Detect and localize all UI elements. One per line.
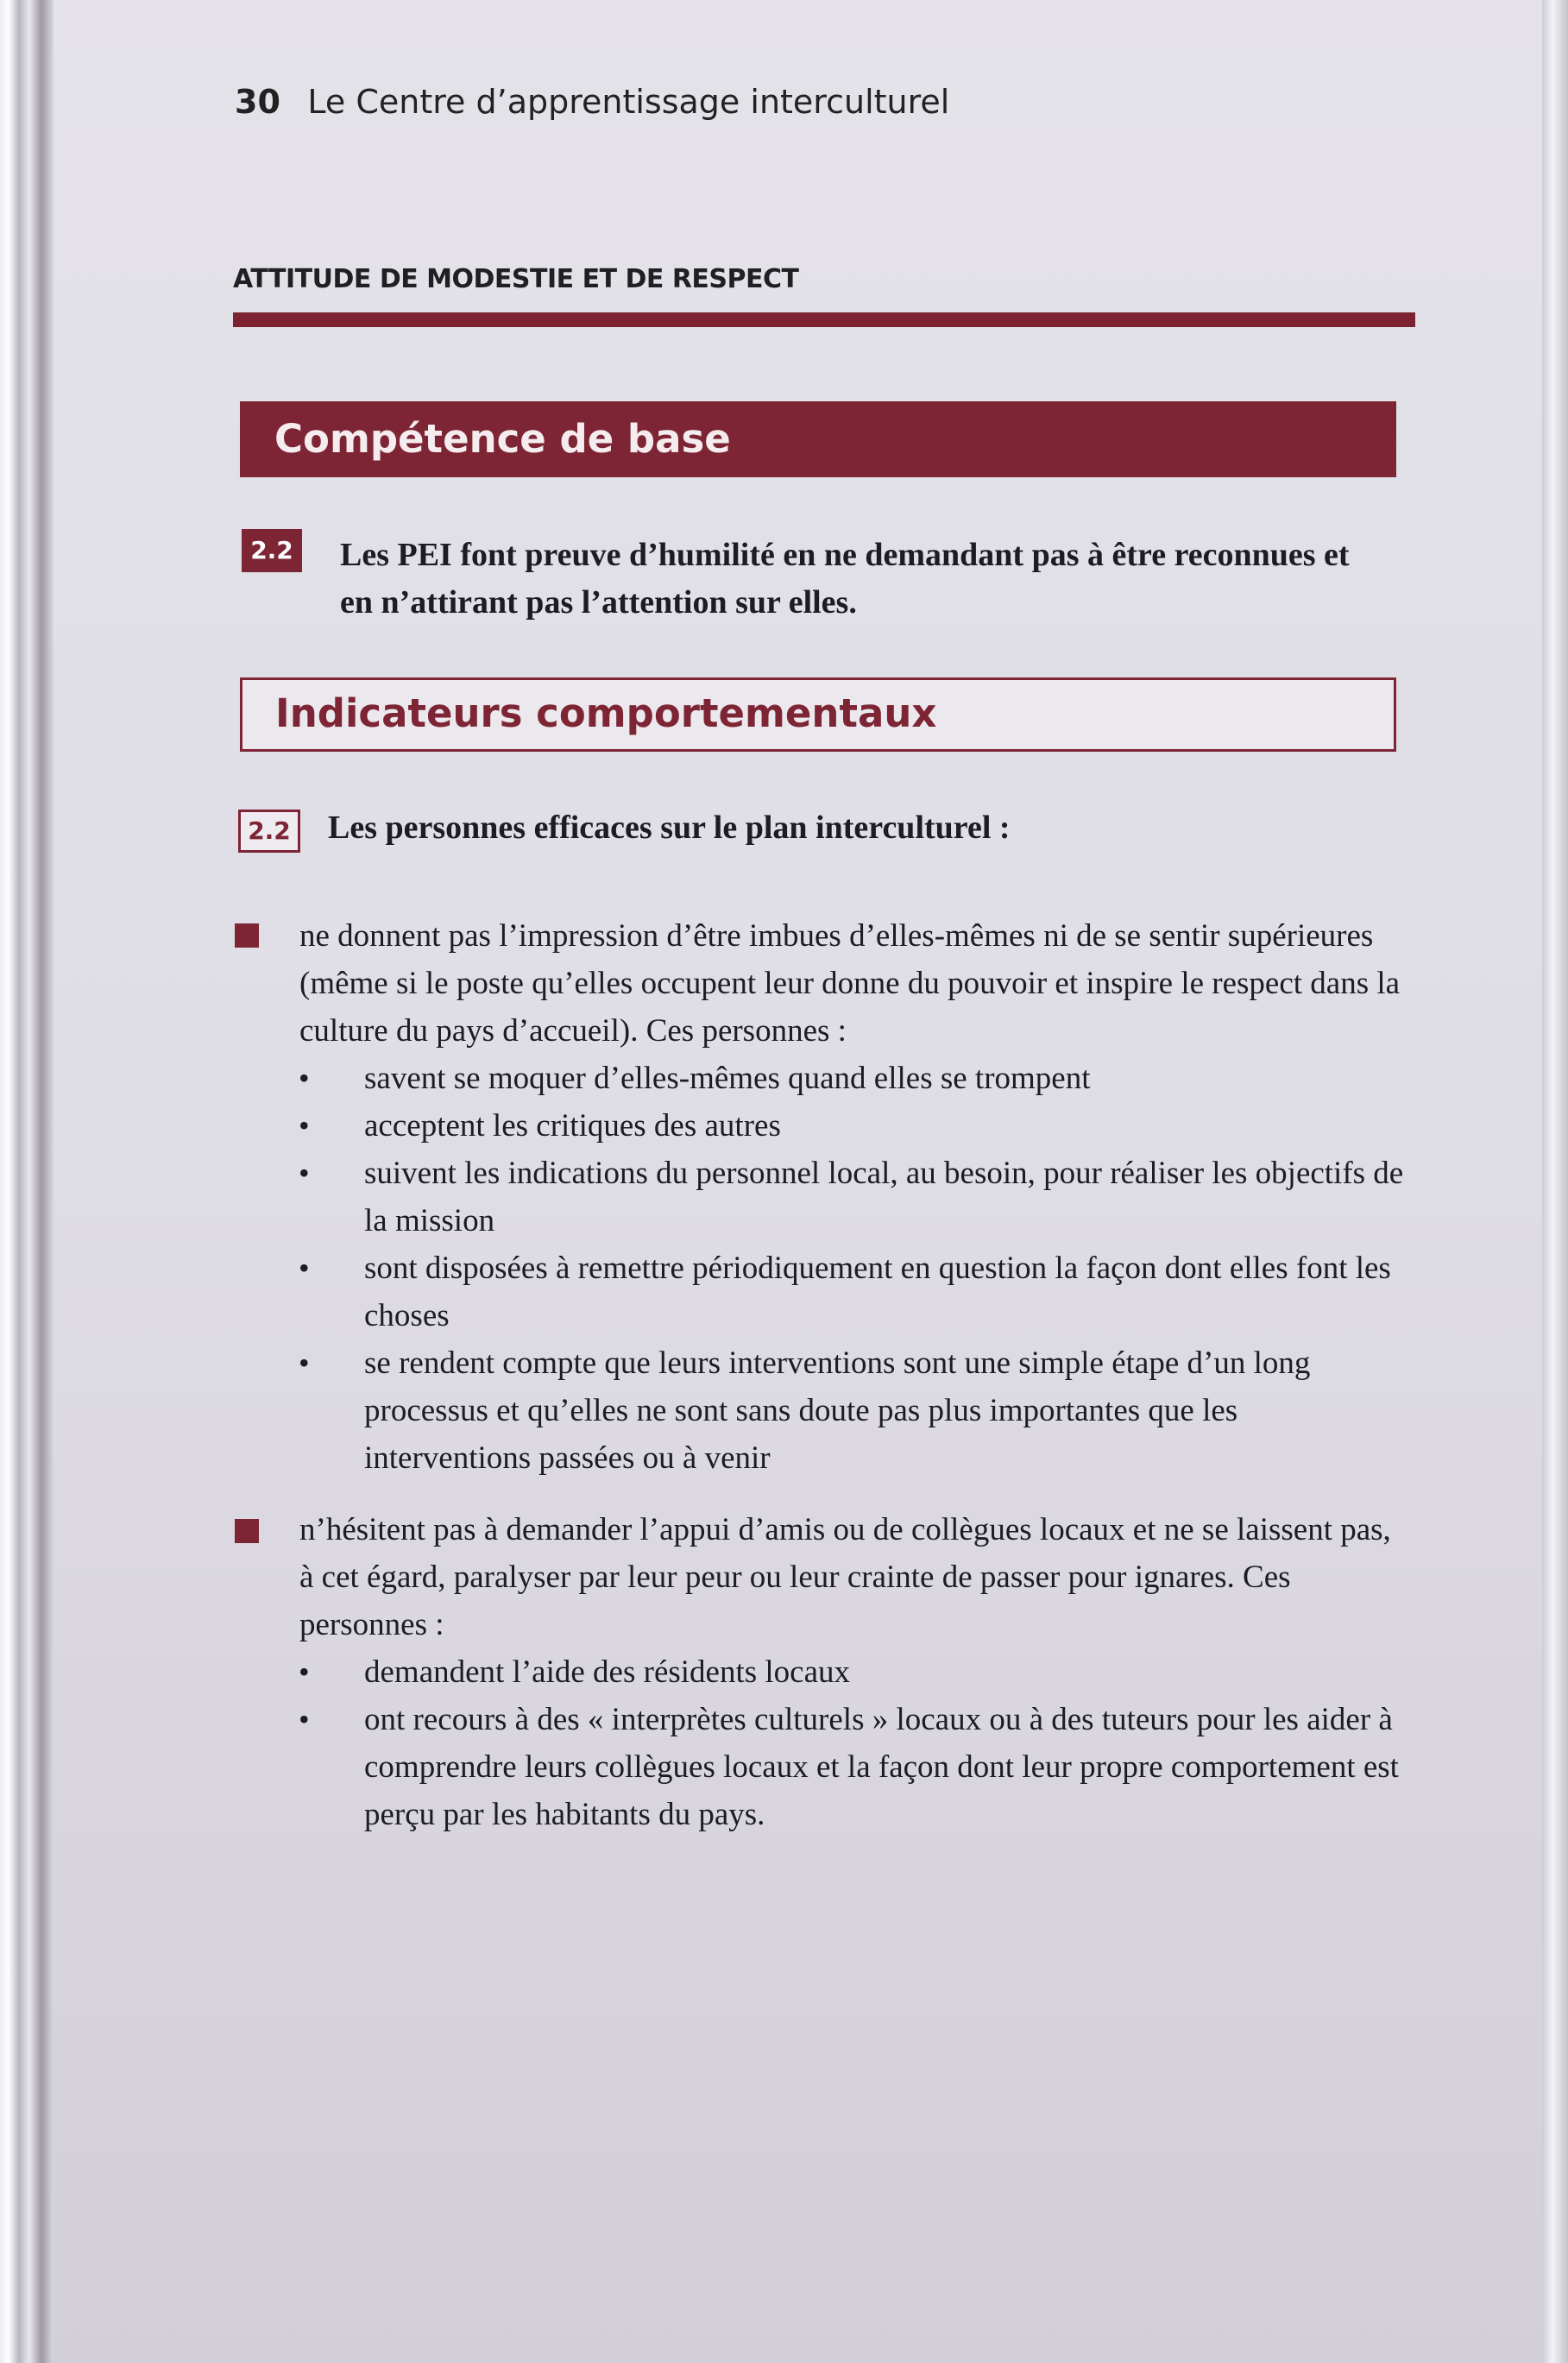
bullet-dot: • bbox=[299, 1108, 310, 1143]
book-title: Le Centre d’apprentissage interculturel bbox=[307, 83, 950, 121]
book-binding bbox=[0, 0, 54, 2363]
running-head bbox=[235, 83, 949, 122]
bullet-dot: • bbox=[299, 1061, 310, 1095]
sub-list-item: savent se moquer d’elles-mêmes quand elles se trompent bbox=[364, 1061, 1091, 1096]
list-bullet-square bbox=[235, 1519, 259, 1543]
sub-list-item: sont disposées à remettre périodiquement en question la façon dont elles font les choses bbox=[364, 1251, 1391, 1333]
sub-list-item: suivent les indications du personnel local, au besoin, pour réaliser les objectifs de la mission bbox=[364, 1156, 1404, 1238]
bullet-dot: • bbox=[299, 1251, 310, 1285]
page-number: 30 bbox=[235, 83, 280, 121]
competency-number-badge: 2.2 bbox=[242, 529, 302, 572]
list-item: n’hésitent pas à demander l’appui d’amis ou de collègues locaux et ne se laissent pas, à cet égard, paralyser par leur peur ou leur crainte de passer pour ignares. Ces personnes : bbox=[299, 1512, 1391, 1642]
section-rule bbox=[233, 312, 1415, 327]
core-competency-banner: Compétence de base bbox=[240, 401, 1396, 477]
page-edge bbox=[1542, 0, 1568, 2363]
list-item: ne donnent pas l’impression d’être imbues d’elles-mêmes ni de se sentir supérieures (même si le poste qu’elles occupent leur donne du pouvoir et inspire le respect dans la culture du pays d’accueil). Ces personnes : bbox=[299, 918, 1401, 1049]
list-bullet-square bbox=[235, 923, 259, 948]
core-competency-text: Les PEI font preuve d’humilité en ne demandant pas à être reconnues et en n’attirant pas l’attention sur elles. bbox=[340, 537, 1350, 621]
bullet-dot: • bbox=[299, 1156, 310, 1190]
bullet-dot: • bbox=[299, 1345, 310, 1380]
bullet-dot: • bbox=[299, 1702, 310, 1736]
indicator-number-badge: 2.2 bbox=[238, 810, 300, 853]
bullet-dot: • bbox=[299, 1654, 310, 1689]
section-title: ATTITUDE DE MODESTIE ET DE RESPECT bbox=[233, 264, 799, 294]
sub-list-item: acceptent les critiques des autres bbox=[364, 1108, 781, 1144]
sub-list-item: ont recours à des « interprètes culturels » locaux ou à des tuteurs pour les aider à comprendre leurs collègues locaux et la façon dont leur propre comportement est perçu par les habitants du pays. bbox=[364, 1702, 1399, 1832]
indicators-intro: Les personnes efficaces sur le plan interculturel : bbox=[328, 810, 1011, 846]
sub-list-item: se rendent compte que leurs interventions sont une simple étape d’un long processus et qu’elles ne sont sans doute pas plus importantes que les interventions passées ou à venir bbox=[364, 1345, 1311, 1476]
sub-list-item: demandent l’aide des résidents locaux bbox=[364, 1654, 851, 1690]
indicators-banner: Indicateurs comportementaux bbox=[240, 677, 1396, 752]
